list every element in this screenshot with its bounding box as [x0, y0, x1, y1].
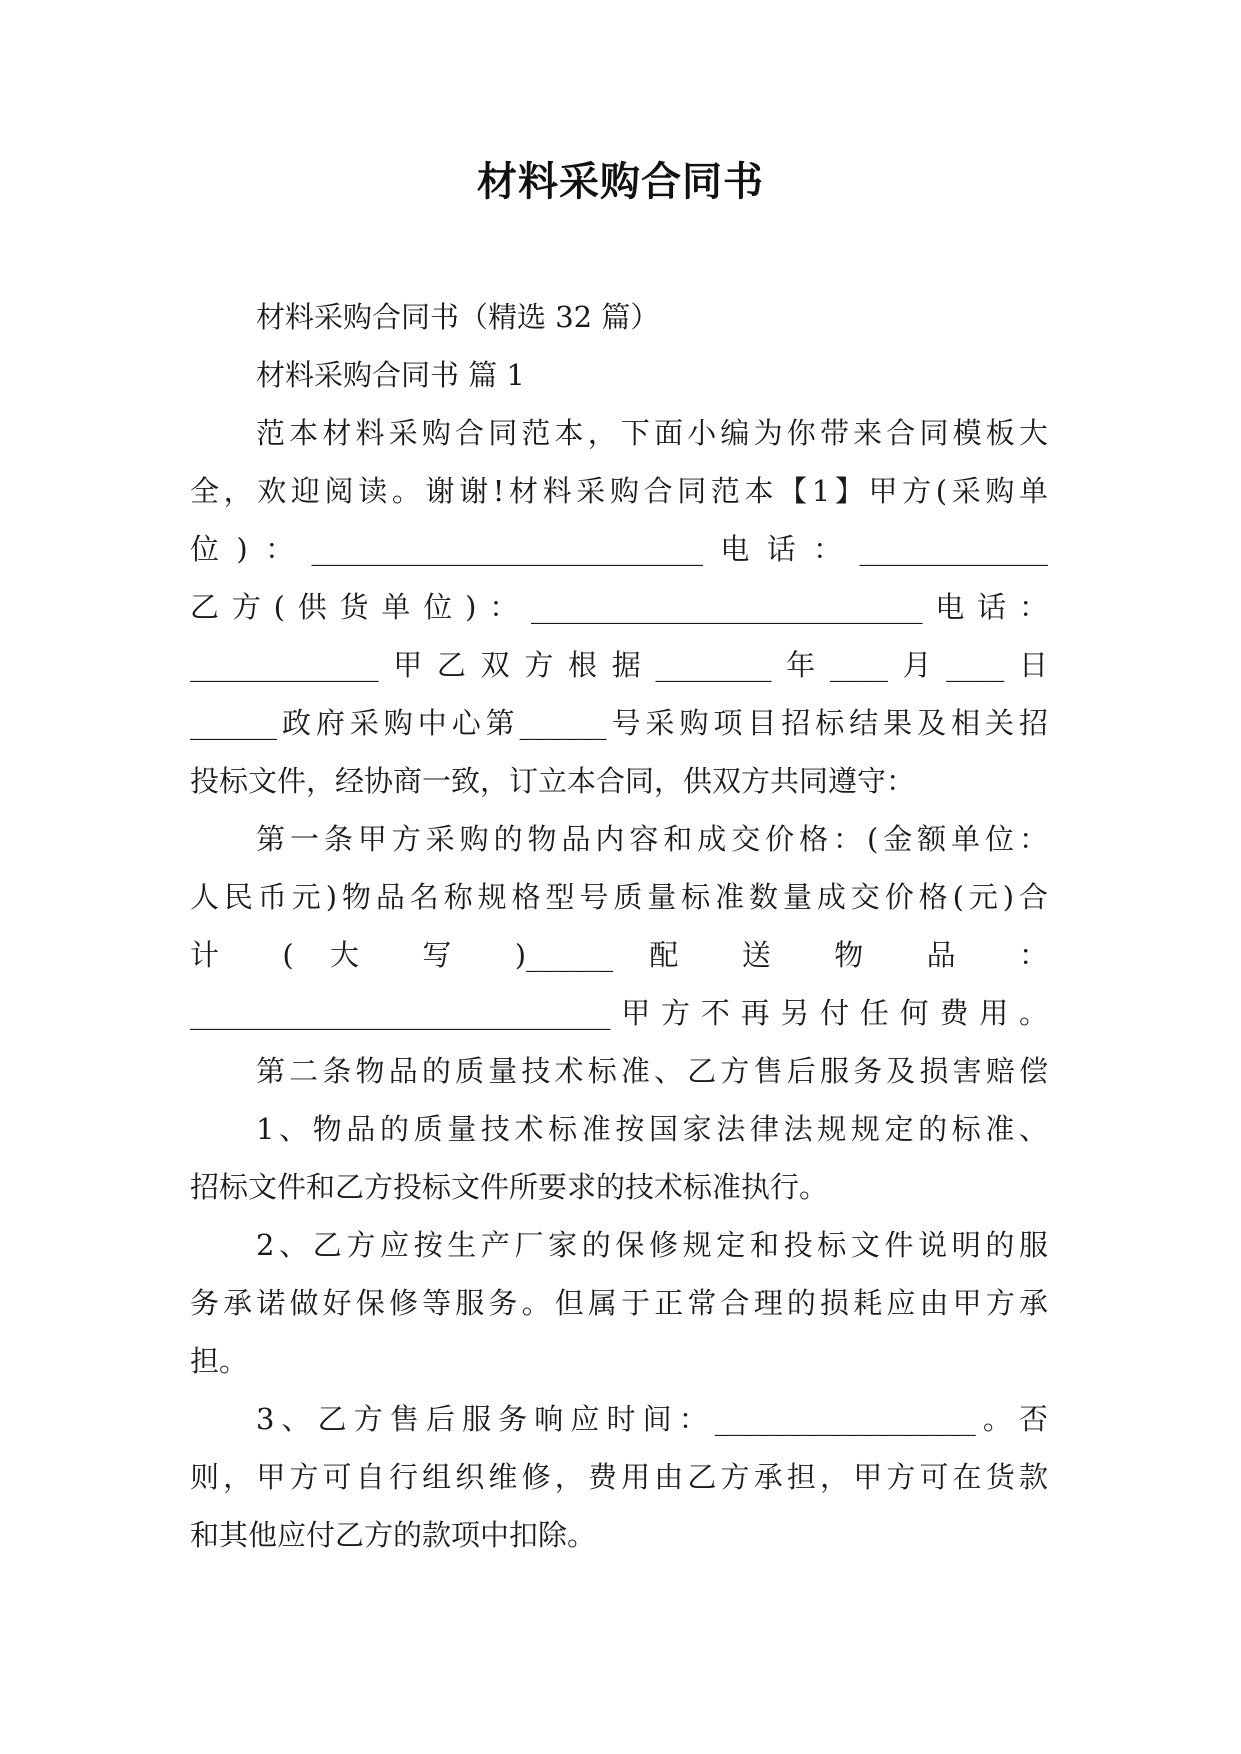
paragraph-line: 范本材料采购合同范本，下面小编为你带来合同模板大 — [256, 416, 1048, 450]
article-heading: 第二条物品的质量技术标准、乙方售后服务及损害赔偿 — [256, 1054, 1048, 1088]
paragraph-line: 全，欢迎阅读。谢谢!材料采购合同范本【1】甲方(采购单 — [190, 474, 1048, 508]
clause-line: 3、乙方售后服务响应时间：__________________。否 — [256, 1402, 1048, 1436]
paragraph-line: 计 ( 大 写 )______ 配 送 物 品 ： — [190, 938, 1048, 972]
paragraph-line: 投标文件，经协商一致，订立本合同，供双方共同遵守： — [190, 764, 916, 798]
subtitle-line: 材料采购合同书（精选 32 篇） — [256, 300, 660, 334]
paragraph-line: _____________甲乙双方根据________年____月____日 — [190, 648, 1048, 682]
paragraph-line: 务承诺做好保修等服务。但属于正常合理的损耗应由甲方承 — [190, 1286, 1048, 1320]
clause-line: 1、物品的质量技术标准按国家法律法规规定的标准、 — [256, 1112, 1048, 1146]
paragraph-line: 乙方(供货单位)：___________________________电话： — [190, 590, 1048, 624]
article-heading: 第一条甲方采购的物品内容和成交价格：(金额单位： — [256, 822, 1048, 856]
paragraph-line: 和其他应付乙方的款项中扣除。 — [190, 1518, 597, 1552]
clause-line: 2、乙方应按生产厂家的保修规定和投标文件说明的服 — [256, 1228, 1048, 1262]
paragraph-line: 担。 — [190, 1344, 249, 1378]
paragraph-line: 位)：___________________________电话：_____________ — [190, 532, 1048, 566]
paragraph-line: ______政府采购中心第______号采购项目招标结果及相关招 — [190, 706, 1048, 740]
paragraph-line: _____________________________甲方不再另付任何费用。 — [190, 996, 1048, 1030]
document-title: 材料采购合同书 — [477, 158, 764, 205]
document-body — [190, 288, 1048, 1564]
section-heading: 材料采购合同书 篇 1 — [256, 358, 525, 392]
paragraph-line: 人民币元)物品名称规格型号质量标准数量成交价格(元)合 — [190, 880, 1048, 914]
paragraph-line: 招标文件和乙方投标文件所要求的技术标准执行。 — [190, 1170, 829, 1204]
paragraph-line: 则，甲方可自行组织维修，费用由乙方承担，甲方可在货款 — [190, 1460, 1048, 1494]
